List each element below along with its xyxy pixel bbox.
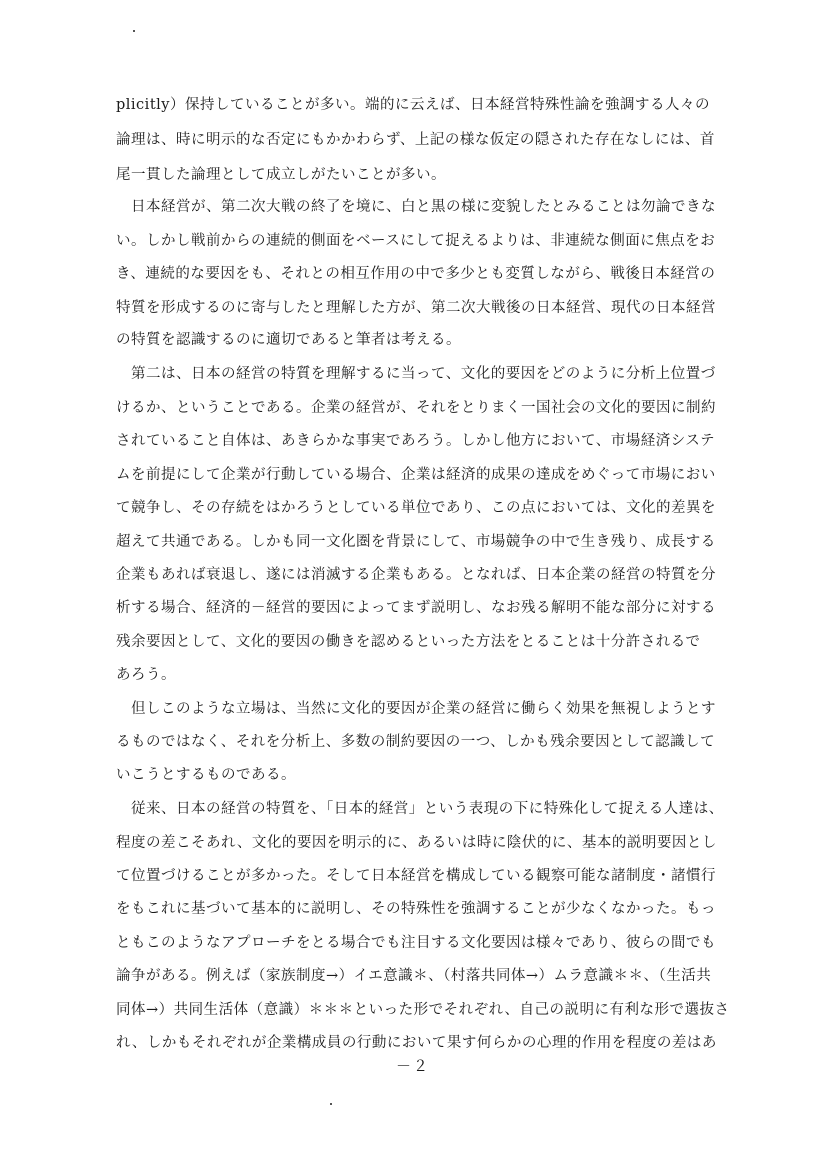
- text-line: い。しかし戦前からの連続的側面をベースにして捉えるよりは、非連続な側面に焦点をお: [116, 233, 716, 249]
- text-line: plicitly）保持していることが多い。端的に云えば、日本経営特殊性論を強調する人々の: [116, 97, 710, 113]
- text-line: 尾一貫した論理として成立しがたいことが多い。: [116, 167, 446, 183]
- text-line: の特質を認識するのに適切であると筆者は考える。: [116, 332, 461, 348]
- text-line: れ、しかもそれぞれが企業構成員の行動において果す何らかの心理的作用を程度の差はあ: [116, 1035, 717, 1051]
- text-line: 同体→）共同生活体（意識）＊＊＊といった形でそれぞれ、自己の説明に有利な形で選抜さ: [116, 1002, 730, 1018]
- text-line: されていること自体は、あきらかな事実であろう。しかし他方において、市場経済システ: [116, 433, 715, 449]
- text-line: て位置づけることが多かった。そして日本経営を構成している観察可能な諸制度・諸慣行: [116, 868, 716, 884]
- text-line: 従来、日本の経営の特質を、「日本的経営」という表現の下に特殊化して捉える人達は、: [116, 801, 724, 817]
- text-line: 特質を形成するのに寄与したと理解した方が、第二次大戦後の日本経営、現代の日本経営: [116, 300, 716, 316]
- text-line: ともこのようなアプローチをとる場合でも注目する文化要因は様々であり、彼らの間でも: [116, 935, 716, 951]
- text-line: 第二は、日本の経営の特質を理解するに当って、文化的要因をどのように分析上位置づ: [116, 366, 716, 382]
- text-line: 程度の差こそあれ、文化的要因を明示的に、あるいは時に陰伏的に、基本的説明要因とし: [116, 835, 717, 851]
- text-line: 日本経営が、第二次大戦の終了を境に、白と黒の様に変貌したとみることは勿論できな: [116, 199, 716, 215]
- text-line: 企業もあれば衰退し、遂には消滅する企業もある。となれば、日本企業の経営の特質を分: [116, 567, 716, 583]
- text-line: 残余要因として、文化的要因の働きを認めるといった方法をとることは十分許されるで: [116, 634, 701, 650]
- scan-speck: [133, 30, 135, 32]
- text-line: 論争がある。例えば（家族制度→）イエ意識＊、（村落共同体→）ムラ意識＊＊、（生活共: [116, 968, 712, 984]
- text-line: 析する場合、経済的－経営的要因によってまず説明し、なお残る解明不能な部分に対する: [116, 600, 716, 616]
- text-line: いこうとするものである。: [116, 767, 296, 783]
- text-line: るものではなく、それを分析上、多数の制約要因の一つ、しかも残余要因として認識して: [116, 734, 716, 750]
- page-number: －２: [396, 1057, 431, 1075]
- text-line: 但しこのような立場は、当然に文化的要因が企業の経営に働らく効果を無視しようとす: [116, 701, 716, 717]
- text-line: ムを前提にして企業が行動している場合、企業は経済的成果の達成をめぐって市場におい: [116, 467, 716, 483]
- text-line: て競争し、その存続をはかろうとしている単位であり、この点においては、文化的差異を: [116, 500, 716, 516]
- text-line: 超えて共通である。しかも同一文化圏を背景にして、市場競争の中で生き残り、成長する: [116, 534, 716, 550]
- text-line: けるか、ということである。企業の経営が、それをとりまく一国社会の文化的要因に制約: [116, 400, 716, 416]
- scan-speck: [330, 1103, 332, 1105]
- text-line: をもこれに基づいて基本的に説明し、その特殊性を強調することが少なくなかった。もっ: [116, 901, 716, 917]
- text-line: 論理は、時に明示的な否定にもかかわらず、上記の様な仮定の隠された存在なしには、首: [116, 132, 715, 148]
- text-line: あろう。: [116, 667, 176, 683]
- text-line: き、連続的な要因をも、それとの相互作用の中で多少とも変質しながら、戦後日本経営の: [116, 266, 716, 282]
